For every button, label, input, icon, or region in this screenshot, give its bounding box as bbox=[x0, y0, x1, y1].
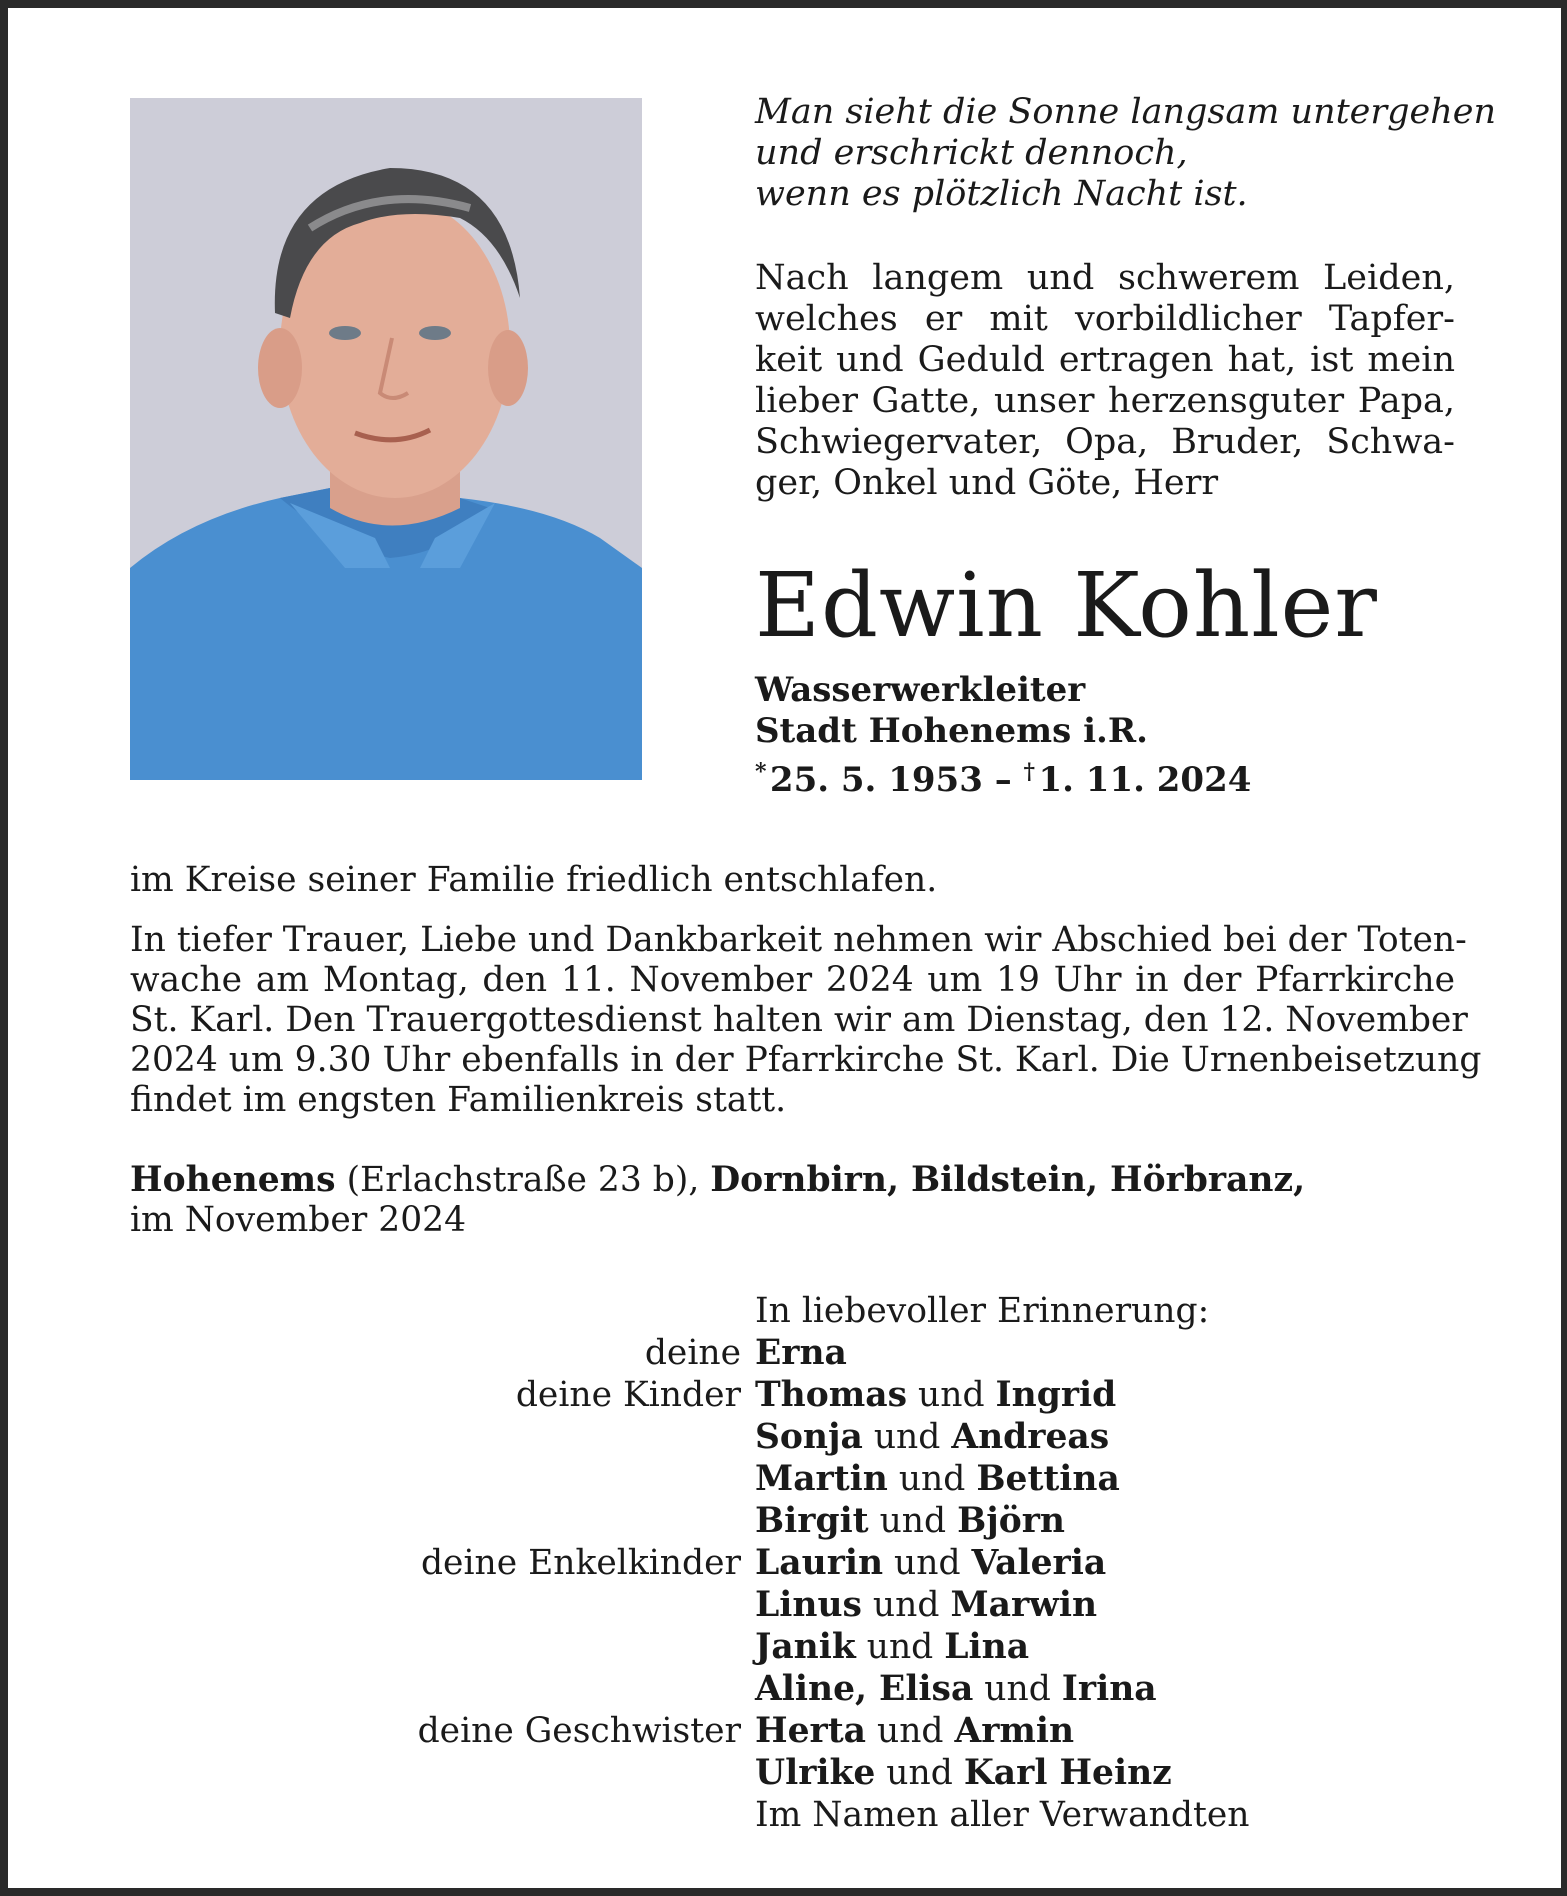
mourner-name: Martin bbox=[755, 1459, 888, 1499]
memory-row bbox=[0, 1416, 1567, 1458]
memory-row bbox=[0, 1584, 1567, 1626]
portrait-photo bbox=[130, 98, 642, 780]
date-separator: – bbox=[982, 760, 1024, 800]
poem-line: wenn es plötzlich Nacht ist. bbox=[755, 174, 1248, 214]
mourner-names bbox=[755, 1752, 1172, 1794]
relation-label: deine Enkelkinder bbox=[420, 1543, 741, 1583]
intro-line: Nach langem und schwerem Leiden, bbox=[755, 258, 1455, 298]
place-date: im November 2024 bbox=[130, 1200, 467, 1240]
death-date: 1. 11. 2024 bbox=[1038, 760, 1252, 800]
place-line bbox=[130, 1160, 1455, 1200]
intro-line: welches er mit vorbildlicher Tapfer- bbox=[755, 299, 1455, 339]
ceremony-line: St. Karl. Den Trauergottesdienst halten wir am Dienstag, den 12. November bbox=[130, 1000, 1468, 1040]
memory-row bbox=[0, 1752, 1567, 1794]
mourner-name: Irina bbox=[1061, 1669, 1157, 1709]
memory-row bbox=[0, 1626, 1567, 1668]
name-separator: und bbox=[883, 1543, 972, 1583]
intro-line: lieber Gatte, unser herzensguter Papa, bbox=[755, 381, 1455, 421]
ceremony-line: findet im engsten Familienkreis statt. bbox=[130, 1080, 787, 1120]
ceremony-line: wache am Montag, den 11. November 2024 um 19 Uhr in der Pfarrkirche bbox=[130, 960, 1455, 1000]
name-separator: und bbox=[855, 1627, 945, 1667]
poem bbox=[755, 92, 1497, 215]
intro-line: keit und Geduld ertragen hat, ist mein bbox=[755, 340, 1455, 380]
deceased-info bbox=[755, 670, 1455, 801]
deceased-name: Edwin Kohler bbox=[755, 553, 1378, 657]
intro-paragraph bbox=[755, 258, 1455, 504]
place-town: Hohenems bbox=[130, 1160, 336, 1200]
memory-row bbox=[0, 1500, 1567, 1542]
occupation-line: Stadt Hohenems i.R. bbox=[755, 711, 1148, 751]
mourner-names bbox=[755, 1458, 1120, 1500]
relation-label: deine Geschwister bbox=[417, 1711, 741, 1751]
memory-row bbox=[0, 1668, 1567, 1710]
memory-heading: In liebevoller Erinnerung: bbox=[755, 1291, 1210, 1331]
place-others: Dornbirn, Bildstein, Hörbranz, bbox=[710, 1160, 1306, 1200]
mourner-names bbox=[755, 1710, 1074, 1752]
mourner-name: Linus bbox=[755, 1585, 862, 1625]
death-symbol: † bbox=[1023, 759, 1036, 785]
occupation-line: Wasserwerkleiter bbox=[755, 670, 1086, 710]
memory-closing: Im Namen aller Verwandten bbox=[755, 1795, 1250, 1835]
mourner-name: Ulrike bbox=[755, 1753, 876, 1793]
mourner-name: Thomas bbox=[755, 1375, 908, 1415]
name-separator: und bbox=[868, 1501, 958, 1541]
mourner-name: Laurin bbox=[755, 1543, 884, 1583]
ceremony-line: 2024 um 9.30 Uhr ebenfalls in der Pfarrkirche St. Karl. Die Urnenbeisetzung bbox=[130, 1040, 1482, 1080]
mourner-name: Sonja bbox=[755, 1417, 863, 1457]
memory-row bbox=[0, 1542, 1567, 1584]
mourner-name: Herta bbox=[755, 1711, 867, 1751]
memory-row bbox=[0, 1710, 1567, 1752]
name-separator: und bbox=[973, 1669, 1062, 1709]
memory-row bbox=[0, 1374, 1567, 1416]
intro-line: Schwiegervater, Opa, Bruder, Schwa- bbox=[755, 422, 1455, 462]
memory-row bbox=[0, 1332, 1567, 1374]
relation-label: deine bbox=[644, 1333, 741, 1373]
mourner-name: Armin bbox=[954, 1711, 1075, 1751]
name-separator: und bbox=[861, 1585, 951, 1625]
mourner-name: Marwin bbox=[950, 1585, 1098, 1625]
mourner-name: Janik bbox=[755, 1627, 856, 1667]
ceremony-paragraph bbox=[130, 920, 1482, 1120]
mourner-names bbox=[755, 1626, 1029, 1668]
mourner-name: Lina bbox=[944, 1627, 1030, 1667]
memory-heading-row bbox=[0, 1290, 1567, 1332]
rest-text: im Kreise seiner Familie friedlich entschlafen. bbox=[130, 860, 938, 900]
relation-label: deine Kinder bbox=[515, 1375, 741, 1415]
mourner-name: Björn bbox=[957, 1501, 1065, 1541]
name-separator: und bbox=[862, 1417, 952, 1457]
poem-line: Man sieht die Sonne langsam untergehen bbox=[755, 92, 1497, 132]
name-separator: und bbox=[875, 1753, 964, 1793]
birth-symbol: * bbox=[755, 759, 767, 785]
ceremony-line: In tiefer Trauer, Liebe und Dankbarkeit nehmen wir Abschied bei der Toten- bbox=[130, 920, 1467, 960]
name-separator: und bbox=[866, 1711, 955, 1751]
place-address: (Erlachstraße 23 b), bbox=[335, 1160, 711, 1200]
mourner-name: Bettina bbox=[976, 1459, 1120, 1499]
mourner-names bbox=[755, 1542, 1106, 1584]
mourner-name: Birgit bbox=[755, 1501, 869, 1541]
name-separator: und bbox=[907, 1375, 996, 1415]
mourner-name: Karl Heinz bbox=[963, 1753, 1172, 1793]
poem-line: und erschrickt dennoch, bbox=[755, 133, 1188, 173]
name-separator: und bbox=[887, 1459, 977, 1499]
life-dates bbox=[755, 752, 1455, 801]
mourner-names bbox=[755, 1416, 1109, 1458]
mourner-name: Ingrid bbox=[995, 1375, 1117, 1415]
mourner-name: Aline, Elisa bbox=[755, 1669, 974, 1709]
mourner-names bbox=[755, 1374, 1116, 1416]
mourner-name: Valeria bbox=[971, 1543, 1107, 1583]
memory-row bbox=[0, 1458, 1567, 1500]
mourner-names bbox=[755, 1668, 1157, 1710]
birth-date: 25. 5. 1953 bbox=[769, 760, 983, 800]
memory-block bbox=[0, 1290, 1567, 1836]
mourner-names bbox=[755, 1500, 1065, 1542]
place-block bbox=[130, 1160, 1455, 1240]
rest-line bbox=[130, 860, 1455, 900]
mourner-name: Erna bbox=[755, 1333, 847, 1373]
mourner-names bbox=[755, 1332, 847, 1374]
intro-line: ger, Onkel und Göte, Herr bbox=[755, 463, 1219, 503]
memory-closing-row bbox=[0, 1794, 1567, 1836]
mourner-names bbox=[755, 1584, 1097, 1626]
mourner-name: Andreas bbox=[951, 1417, 1110, 1457]
